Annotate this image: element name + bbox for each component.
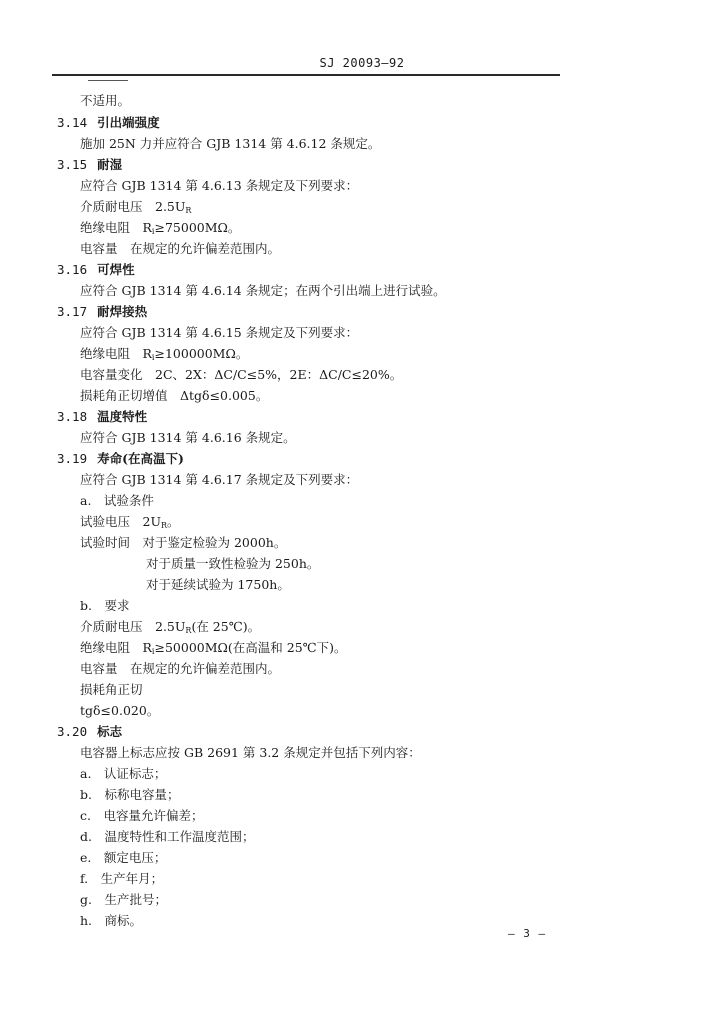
text-line: 对于延续试验为 1750h。 xyxy=(146,577,290,592)
text-line: 应符合 GJB 1314 第 4.6.13 条规定及下列要求： xyxy=(80,178,359,193)
section-title: 耐焊接热 xyxy=(97,304,148,319)
list-item: h. 商标。 xyxy=(80,913,143,928)
text-span: ≥100000MΩ。 xyxy=(154,346,249,361)
section-title: 耐湿 xyxy=(97,157,123,172)
header-rule xyxy=(52,74,560,76)
section-number: 3.20 xyxy=(57,724,88,739)
list-item: e. 额定电压； xyxy=(80,850,167,865)
section-number: 3.18 xyxy=(57,409,88,424)
list-item: f. 生产年月； xyxy=(80,871,164,886)
section-title: 寿命(在高温下) xyxy=(97,451,184,466)
section-heading-3-15 xyxy=(57,157,122,173)
list-item: b. 标称电容量； xyxy=(80,787,180,802)
text-span: 绝缘电阻 R xyxy=(80,220,152,235)
text-span: 试验电压 2U xyxy=(80,514,161,529)
section-number: 3.17 xyxy=(57,304,88,319)
text-span: 介质耐电压 2.5U xyxy=(80,619,186,634)
text-line xyxy=(80,199,191,219)
subscript: R xyxy=(185,206,192,215)
text-line: 损耗角正切 xyxy=(80,682,143,697)
text-line: 不适用。 xyxy=(80,93,131,108)
list-item: c. 电容量允许偏差； xyxy=(80,808,204,823)
text-line: 对于质量一致性检验为 250h。 xyxy=(146,556,320,571)
section-heading-3-18 xyxy=(57,409,147,425)
text-line: 应符合 GJB 1314 第 4.6.17 条规定及下列要求： xyxy=(80,472,359,487)
subscript: i xyxy=(151,227,155,236)
text-span: 绝缘电阻 R xyxy=(80,346,152,361)
section-number: 3.19 xyxy=(57,451,88,466)
list-item: a. 认证标志； xyxy=(80,766,167,781)
subscript: i xyxy=(151,647,155,656)
section-heading-3-17 xyxy=(57,304,147,320)
text-line xyxy=(80,514,180,534)
section-heading-3-20 xyxy=(57,724,122,740)
subscript: R xyxy=(161,521,168,530)
section-title: 可焊性 xyxy=(97,262,135,277)
text-line: 电容量 在规定的允许偏差范围内。 xyxy=(80,241,281,256)
text-line: 电容器上标志应按 GB 2691 第 3.2 条规定并包括下列内容： xyxy=(80,745,421,760)
list-item: d. 温度特性和工作温度范围； xyxy=(80,829,255,844)
text-span: ≥75000MΩ。 xyxy=(154,220,241,235)
text-line xyxy=(80,220,240,240)
section-number: 3.14 xyxy=(57,115,88,130)
text-line: 应符合 GJB 1314 第 4.6.16 条规定。 xyxy=(80,430,296,445)
text-span: ≥50000MΩ(在高温和 25℃下)。 xyxy=(154,640,347,655)
text-line xyxy=(80,619,260,639)
header-rule-short xyxy=(88,80,128,81)
text-line: tgδ≤0.020。 xyxy=(80,703,160,718)
text-line xyxy=(80,346,248,366)
subscript: R xyxy=(185,626,192,635)
text-line: 电容量变化 2C、2X：ΔC/C≤5%，2E：ΔC/C≤20%。 xyxy=(80,367,403,382)
text-span: 。 xyxy=(167,514,180,529)
text-line: 试验时间 对于鉴定检验为 2000h。 xyxy=(80,535,287,550)
text-line: 损耗角正切增值 Δtgδ≤0.005。 xyxy=(80,388,269,403)
list-item: a. 试验条件 xyxy=(80,493,154,508)
text-line: 应符合 GJB 1314 第 4.6.15 条规定及下列要求： xyxy=(80,325,359,340)
section-number: 3.16 xyxy=(57,262,88,277)
text-line xyxy=(80,640,347,660)
text-span: 绝缘电阻 R xyxy=(80,640,152,655)
section-heading-3-19 xyxy=(57,451,184,467)
page-number: — 3 — xyxy=(508,927,547,940)
text-span: (在 25℃)。 xyxy=(191,619,261,634)
list-item: b. 要求 xyxy=(80,598,130,613)
text-line: 应符合 GJB 1314 第 4.6.14 条规定；在两个引出端上进行试验。 xyxy=(80,283,446,298)
section-title: 标志 xyxy=(97,724,123,739)
text-line: 施加 25N 力并应符合 GJB 1314 第 4.6.12 条规定。 xyxy=(80,136,381,151)
section-title: 温度特性 xyxy=(97,409,148,424)
section-number: 3.15 xyxy=(57,157,88,172)
subscript: i xyxy=(151,353,155,362)
text-line: 电容量 在规定的允许偏差范围内。 xyxy=(80,661,281,676)
standard-code-header: SJ 20093—92 xyxy=(319,56,405,70)
list-item: g. 生产批号； xyxy=(80,892,167,907)
section-heading-3-14 xyxy=(57,115,160,131)
section-heading-3-16 xyxy=(57,262,135,278)
section-title: 引出端强度 xyxy=(97,115,160,130)
text-span: 介质耐电压 2.5U xyxy=(80,199,186,214)
